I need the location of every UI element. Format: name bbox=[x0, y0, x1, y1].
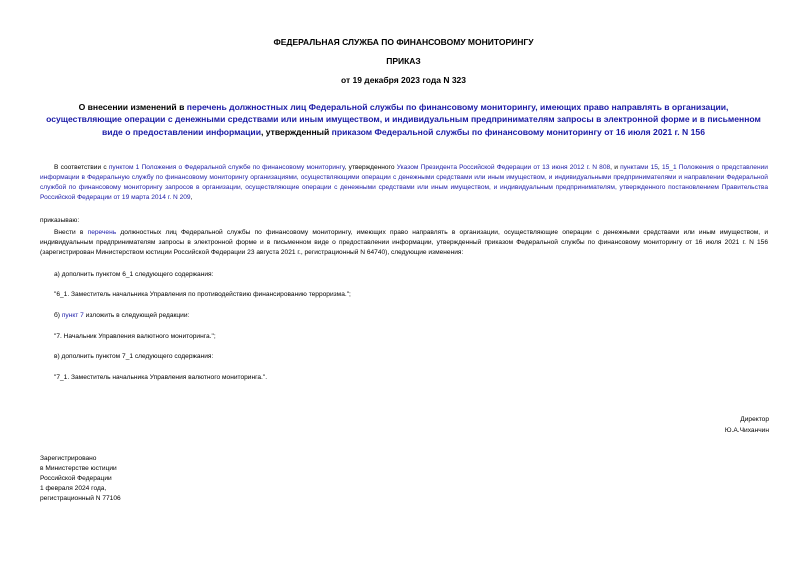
registration-line-2: в Министерстве юстиции bbox=[40, 465, 117, 472]
signature-name: Ю.А.Чиханчин bbox=[724, 427, 769, 434]
item-c-text: "7_1. Заместитель начальника Управления валютного мониторинга.". bbox=[54, 374, 268, 381]
doc-type-heading: ПРИКАЗ bbox=[386, 56, 421, 66]
item-c: в) дополнить пунктом 7_1 следующего содержания: bbox=[54, 353, 214, 360]
item-b bbox=[54, 311, 189, 321]
signature-position: Директор bbox=[740, 416, 769, 423]
item-a-text: "6_1. Заместитель начальника Управления по противодействию финансированию терроризма."; bbox=[54, 291, 351, 298]
registration-line-4: 1 февраля 2024 года, bbox=[40, 485, 107, 492]
preamble-text-5: , bbox=[190, 194, 193, 201]
item-a: а) дополнить пунктом 6_1 следующего содержания: bbox=[54, 271, 214, 278]
main-link-list[interactable]: перечень bbox=[87, 229, 117, 236]
preamble-text-4: , bbox=[657, 164, 662, 171]
preamble-link-clause-15-1[interactable]: 15_1 Положения о представлении информации в Федеральную службу по финансовому мониторингу организациями, осуществляющими операции с денежными средствами или иным имуществом, и индивидуальными предпринимателями и направлении Федеральной службой по финансовому мониторингу запросов в организации, осуществляющие операции с денежными средствами или иным имуществом, и индивидуальным предпринимателям, утвержденного постановлением Правительства Российской Федерации от 19 марта 2014 г. N 209 bbox=[40, 164, 768, 201]
preamble-text-1: В соответствии с bbox=[54, 164, 109, 171]
preamble-link-clause-15[interactable]: пунктами 15 bbox=[620, 164, 658, 171]
title-link-list[interactable]: перечень должностных лиц Федеральной службы по финансовому мониторингу, имеющих право направлять в организации, осуществляющие операции с денежными средствами или иным имуществом, и индивидуальным предпринимателям запросы в электронной форме и в письменном виде о предоставлении информации bbox=[46, 102, 761, 137]
preamble-text-2: , утвержденного bbox=[344, 164, 397, 171]
agency-heading: ФЕДЕРАЛЬНАЯ СЛУЖБА ПО ФИНАНСОВОМУ МОНИТОРИНГУ bbox=[273, 37, 534, 47]
item-b-link-clause-7[interactable]: пункт 7 bbox=[61, 312, 84, 319]
preamble-link-decree[interactable]: Указом Президента Российской Федерации от 13 июня 2012 г. N 808 bbox=[396, 164, 611, 171]
item-b-prefix: б) bbox=[54, 312, 62, 319]
preamble-link-regulation[interactable]: пунктом 1 Положения о Федеральной службе по финансовому мониторингу bbox=[108, 164, 345, 171]
preamble-text-3: , и bbox=[610, 164, 621, 171]
registration-line-5: регистрационный N 77106 bbox=[40, 495, 121, 502]
order-word: приказываю: bbox=[40, 217, 80, 224]
main-text-2: должностных лиц Федеральной службы по финансовому мониторингу, имеющих право направлять в организации, осуществляющие операции с денежными средствами или иным имуществом, и индивидуальным предпринимателям запросы в электронной форме и в письменном виде о предоставлении информации, утвержденный приказом Федеральной службы по финансовому мониторингу от 16 июля 2021 г. N 156 (зарегистрирован Министерством юстиции Российской Федерации 23 августа 2021 г., регистрационный N 64740), следующие изменения: bbox=[40, 229, 768, 256]
main-paragraph bbox=[40, 228, 768, 258]
main-text-1: Внести в bbox=[54, 229, 88, 236]
document-title bbox=[40, 101, 767, 138]
preamble-paragraph bbox=[40, 163, 768, 203]
registration-line-3: Российской Федерации bbox=[40, 475, 112, 482]
registration-line-1: Зарегистрировано bbox=[40, 455, 97, 462]
date-number-heading: от 19 декабря 2023 года N 323 bbox=[340, 75, 467, 85]
item-b-text: "7. Начальник Управления валютного мониторинга."; bbox=[54, 333, 216, 340]
title-text-1: О внесении изменений в bbox=[78, 102, 187, 112]
title-link-order[interactable]: приказом Федеральной службы по финансовому мониторингу от 16 июля 2021 г. N 156 bbox=[331, 126, 705, 137]
item-b-suffix: изложить в следующей редакции: bbox=[83, 312, 190, 319]
registration-block bbox=[40, 454, 121, 504]
title-text-2: , утвержденный bbox=[261, 126, 332, 137]
